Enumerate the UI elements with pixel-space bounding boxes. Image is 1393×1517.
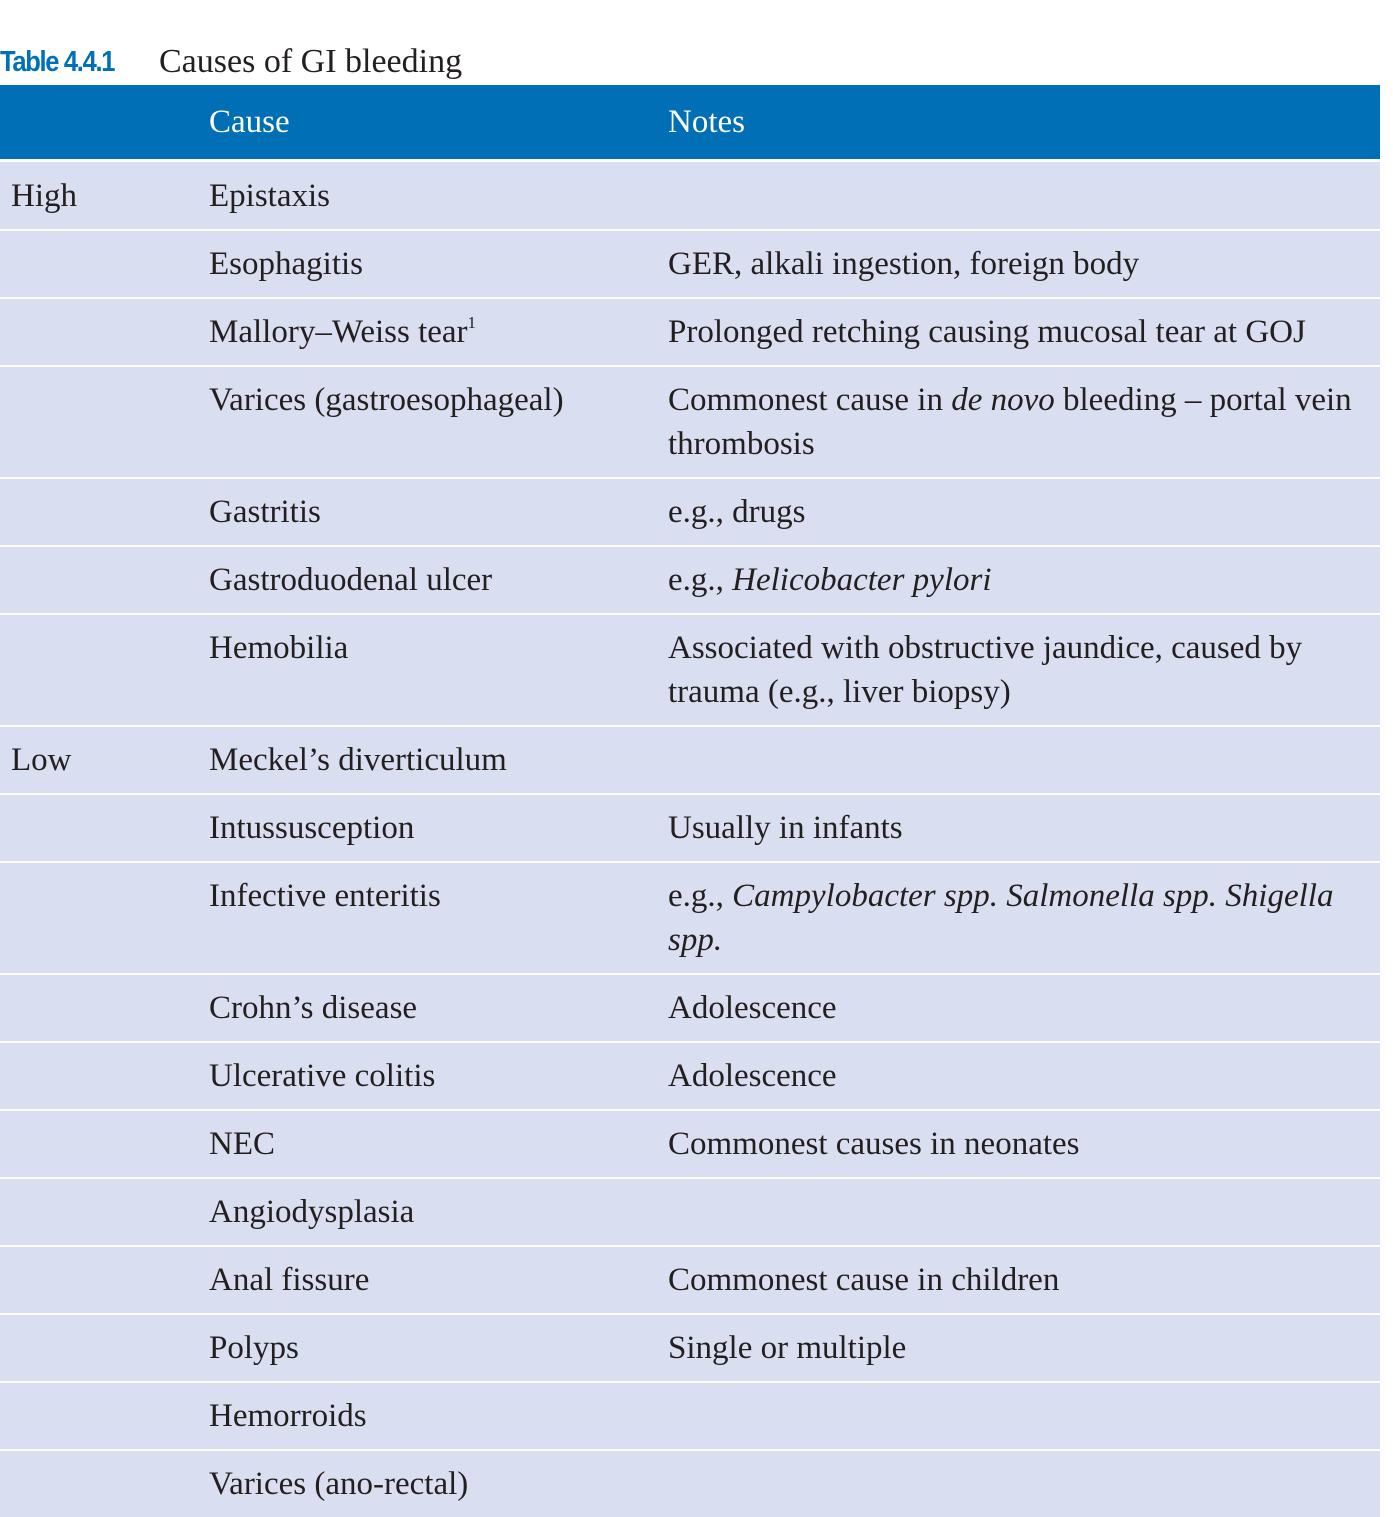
- notes-italic-text: Campylobacter spp. Salmonella spp. Shigella spp.: [668, 877, 1334, 958]
- row-notes: GER, alkali ingestion, foreign body: [668, 230, 1380, 298]
- row-cause: [209, 1314, 668, 1382]
- row-cause: [209, 1382, 668, 1450]
- causes-table: [0, 85, 1380, 1517]
- notes-text: bleeding – portal vein thrombosis: [668, 381, 1352, 462]
- notes-text: e.g.,: [668, 561, 733, 598]
- row-group: [0, 1042, 209, 1110]
- row-group: Low: [0, 726, 209, 794]
- row-notes: Associated with obstructive jaundice, caused by trauma (e.g., liver biopsy): [668, 614, 1380, 726]
- notes-text: e.g.,: [668, 877, 733, 914]
- table-number: Table 4.4.1: [0, 45, 115, 78]
- row-group: [0, 1110, 209, 1178]
- table-title: Causes of GI bleeding: [159, 43, 463, 80]
- table-row: [0, 298, 1380, 366]
- row-group: [0, 546, 209, 614]
- row-cause: [209, 298, 668, 366]
- cause-text: Intussusception: [209, 809, 415, 846]
- row-group: [0, 614, 209, 726]
- table-row: [0, 160, 1380, 230]
- row-cause: [209, 1246, 668, 1314]
- table-row: [0, 1178, 1380, 1246]
- row-notes: [668, 366, 1380, 478]
- row-cause: [209, 794, 668, 862]
- row-group: [0, 366, 209, 478]
- table-header-row: [0, 85, 1380, 160]
- cause-text: Anal fissure: [209, 1261, 370, 1298]
- row-group: [0, 478, 209, 546]
- row-group: [0, 230, 209, 298]
- cause-text: Epistaxis: [209, 177, 330, 214]
- table-row: [0, 1382, 1380, 1450]
- table-row: [0, 366, 1380, 478]
- header-group: [0, 85, 209, 160]
- row-cause: [209, 726, 668, 794]
- table-row: [0, 230, 1380, 298]
- row-notes: [668, 726, 1380, 794]
- row-notes: Commonest cause in children: [668, 1246, 1380, 1314]
- table-row: [0, 546, 1380, 614]
- table-caption: [0, 40, 462, 84]
- row-cause: [209, 614, 668, 726]
- row-group: [0, 1382, 209, 1450]
- cause-text: Meckel’s diverticulum: [209, 741, 507, 778]
- row-cause: [209, 1450, 668, 1517]
- row-cause: [209, 1042, 668, 1110]
- cause-text: Polyps: [209, 1329, 299, 1366]
- row-cause: [209, 230, 668, 298]
- notes-italic-text: de novo: [951, 381, 1055, 418]
- notes-italic-text: Helicobacter pylori: [732, 561, 992, 598]
- row-group: [0, 298, 209, 366]
- cause-text: Crohn’s disease: [209, 989, 418, 1026]
- row-group: [0, 794, 209, 862]
- row-cause: [209, 546, 668, 614]
- cause-text: Gastroduodenal ulcer: [209, 561, 493, 598]
- row-notes: [668, 1178, 1380, 1246]
- row-cause: [209, 974, 668, 1042]
- table-row: [0, 1246, 1380, 1314]
- row-notes: Adolescence: [668, 1042, 1380, 1110]
- header-notes: Notes: [668, 85, 1380, 160]
- row-group: [0, 1178, 209, 1246]
- notes-text: Commonest cause in: [668, 381, 952, 418]
- table-body: [0, 160, 1380, 1517]
- cause-text: Hemobilia: [209, 629, 349, 666]
- row-notes: [668, 862, 1380, 974]
- table-row: [0, 614, 1380, 726]
- row-notes: Prolonged retching causing mucosal tear at GOJ: [668, 298, 1380, 366]
- row-cause: [209, 160, 668, 230]
- table-row: [0, 1314, 1380, 1382]
- row-group: High: [11, 177, 77, 214]
- cause-text: Varices (gastroesophageal): [209, 381, 564, 418]
- row-notes: Adolescence: [668, 974, 1380, 1042]
- row-cause: [209, 862, 668, 974]
- row-notes: [668, 1450, 1380, 1517]
- table-row: [0, 1042, 1380, 1110]
- table-row: [0, 478, 1380, 546]
- row-cause: [209, 1178, 668, 1246]
- table-row: [0, 1110, 1380, 1178]
- cause-text: Hemorroids: [209, 1397, 367, 1434]
- row-cause: [209, 478, 668, 546]
- row-group: [0, 1314, 209, 1382]
- row-group: [0, 1450, 209, 1517]
- table-row: [0, 726, 1380, 794]
- row-group: [0, 1246, 209, 1314]
- cause-text: NEC: [209, 1125, 275, 1162]
- cause-text: Varices (ano-rectal): [209, 1465, 469, 1502]
- table-row: [0, 974, 1380, 1042]
- footnote-ref: 1: [467, 312, 477, 332]
- row-notes: [668, 160, 1380, 230]
- row-notes: e.g., drugs: [668, 478, 1380, 546]
- header-cause: Cause: [209, 85, 668, 160]
- cause-text: Ulcerative colitis: [209, 1057, 436, 1094]
- table-row: [0, 794, 1380, 862]
- row-notes: Usually in infants: [668, 794, 1380, 862]
- cause-text: Mallory–Weiss tear: [209, 313, 468, 350]
- cause-text: Gastritis: [209, 493, 321, 530]
- row-cause: [209, 366, 668, 478]
- cause-text: Angiodysplasia: [209, 1193, 415, 1230]
- cause-text: Infective enteritis: [209, 877, 441, 914]
- row-group: [0, 974, 209, 1042]
- row-group: [0, 862, 209, 974]
- row-notes: [668, 1382, 1380, 1450]
- row-cause: [209, 1110, 668, 1178]
- table-row: [0, 1450, 1380, 1517]
- row-notes: Single or multiple: [668, 1314, 1380, 1382]
- cause-text: Esophagitis: [209, 245, 363, 282]
- row-notes: [668, 546, 1380, 614]
- row-notes: Commonest causes in neonates: [668, 1110, 1380, 1178]
- table-row: [0, 862, 1380, 974]
